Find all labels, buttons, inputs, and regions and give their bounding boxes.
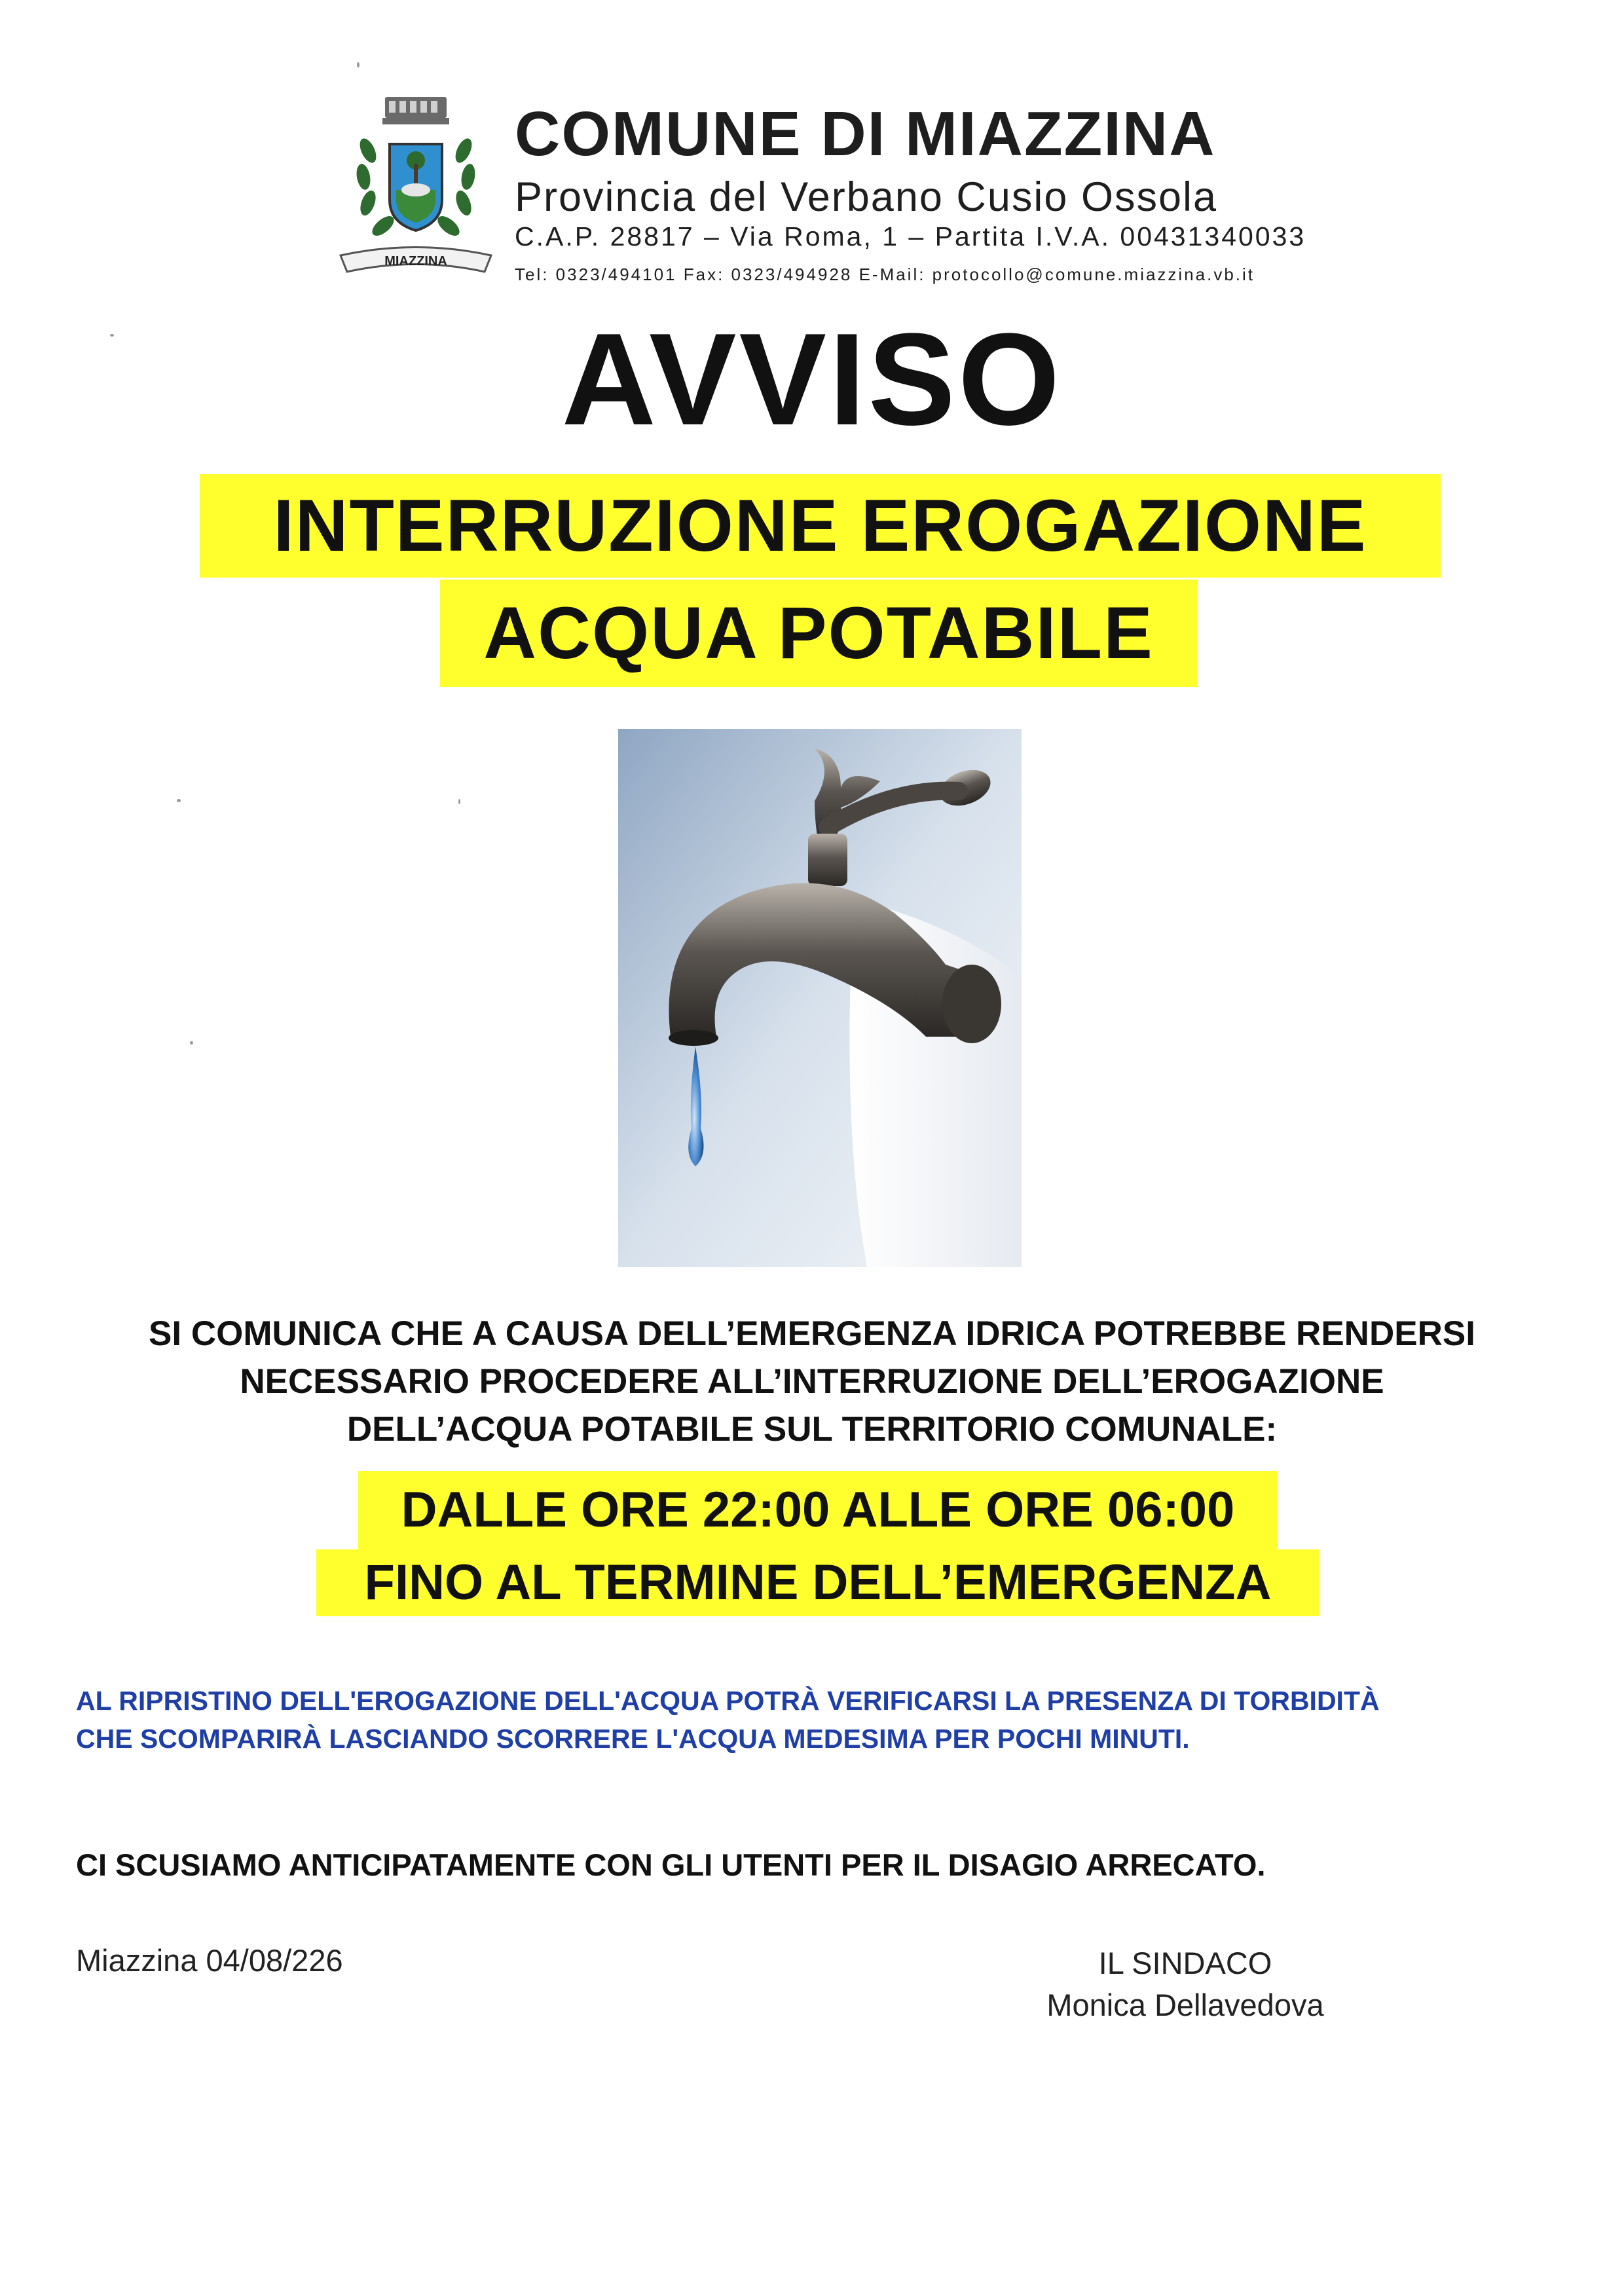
contacts-line: Tel: 0323/494101 Fax: 0323/494928 E-Mail: protocollo@comune.miazzina.vb.it <box>515 265 1255 284</box>
headline-drinking-water: ACQUA POTABILE <box>440 580 1197 687</box>
schedule-hours: DALLE ORE 22:00 ALLE ORE 06:00 <box>358 1471 1278 1549</box>
notice-body <box>0 1310 1624 1453</box>
headline-interruption: INTERRUZIONE EROGAZIONE <box>200 474 1441 578</box>
body-line: DELL’ACQUA POTABILE SUL TERRITORIO COMUNALE: <box>346 1410 1278 1449</box>
scan-speck <box>177 799 181 802</box>
scan-speck <box>458 799 460 804</box>
province-line: Provincia del Verbano Cusio Ossola <box>515 174 1218 220</box>
place-and-date: Miazzina 04/08/226 <box>76 1943 343 1978</box>
municipality-name: COMUNE DI MIAZZINA <box>515 99 1216 169</box>
body-line: NECESSARIO PROCEDERE ALL’INTERRUZIONE DELL’EROGAZIONE <box>240 1362 1384 1401</box>
scan-speck <box>357 62 360 67</box>
scan-speck <box>110 334 114 337</box>
note-line: AL RIPRISTINO DELL'EROGAZIONE DELL'ACQUA POTRÀ VERIFICARSI LA PRESENZA DI TORBIDITÀ <box>76 1686 1380 1716</box>
turbidity-note <box>76 1682 1380 1758</box>
signer-name: Monica Dellavedova <box>1046 1988 1324 2022</box>
address-line: C.A.P. 28817 – Via Roma, 1 – Partita I.V.A. 00431340033 <box>515 221 1306 251</box>
note-line: CHE SCOMPARIRÀ LASCIANDO SCORRERE L'ACQUA MEDESIMA PER POCHI MINUTI. <box>76 1724 1190 1754</box>
dripping-faucet-photo <box>618 729 1022 1267</box>
municipal-crest-icon <box>327 92 504 288</box>
schedule-duration: FINO AL TERMINE DELL’EMERGENZA <box>316 1549 1320 1616</box>
crest-ribbon-label: MIAZZINA <box>384 254 447 268</box>
signature-block <box>1002 1942 1369 2026</box>
notice-title: AVVISO <box>561 306 1063 453</box>
apology-text: CI SCUSIAMO ANTICIPATAMENTE CON GLI UTENTI PER IL DISAGIO ARRECATO. <box>76 1847 1266 1882</box>
signer-title: IL SINDACO <box>1098 1946 1272 1980</box>
scan-speck <box>190 1041 193 1045</box>
body-line: SI COMUNICA CHE A CAUSA DELL’EMERGENZA IDRICA POTREBBE RENDERSI <box>149 1314 1475 1353</box>
